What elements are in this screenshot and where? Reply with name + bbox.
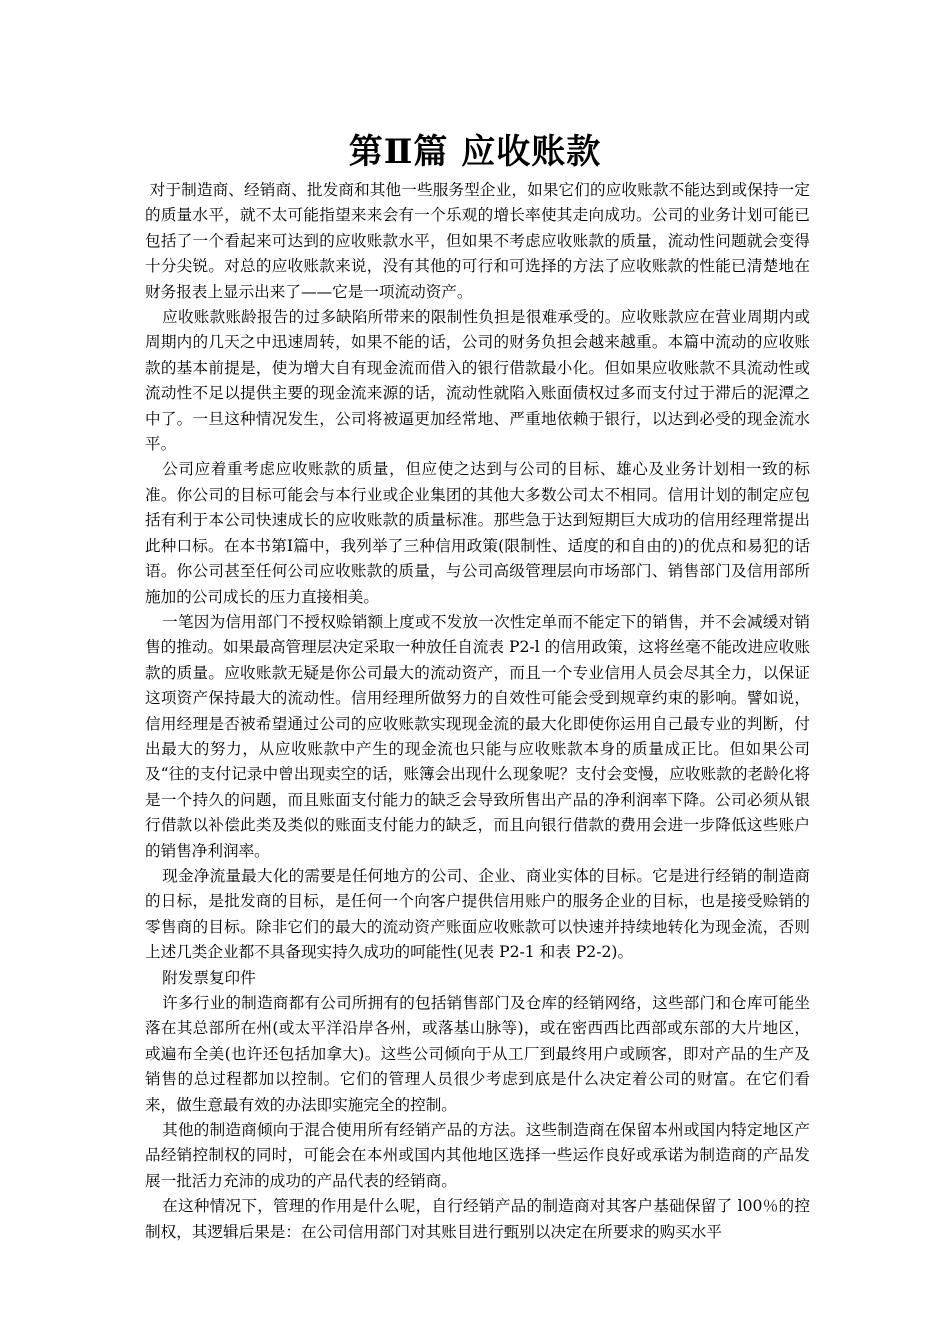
paragraph: 许多行业的制造商都有公司所拥有的包括销售部门及仓库的经销网络，这些部门和仓库可能坐落在其总部所在州(或太平洋沿岸各州，或落基山脉等)，或在密西西比西部或东部的大片地区，或遍布全美(也许还包括加拿大)。这些公司倾向于从工厂到最终用户或顾客，即对产品的生产及销售的总过程都加以控制。它们的管理人员很少考虑到底是什么决定着公司的财富。在它们看来，做生意最有效的办法即实施完全的控制。: [145, 994, 810, 1114]
paragraph: 其他的制造商倾向于混合使用所有经销产品的方法。这些制造商在保留本州或国内特定地区产品经销控制权的同时，可能会在本州或国内其他地区选择一些运作良好或承诺为制造商的产品发展一批活力充沛的成功的产品代表的经销商。: [145, 1121, 810, 1190]
paragraph: 现金净流量最大化的需要是任何地方的公司、企业、商业实体的目标。它是进行经销的制造商的日标，是批发商的目标，是任何一个向客户提供信用账户的服务企业的目标，也是接受赊销的零售商的目标。除非它们的最大的流动资产账面应收账款可以快速并持续地转化为现金流，否则上述几类企业都不具备现实持久成功的呵能性(见表 P2-1 和表 P2-2)。: [145, 866, 810, 962]
document-body: [145, 178, 810, 1245]
paragraph: 在这种情况下，管理的作用是什么呢，自行经销产品的制造商对其客户基础保留了 l00％的控制权，其逻辑后果是：在公司信用部门对其账目进行甄别以决定在所要求的购买水平: [145, 1197, 810, 1241]
paragraph: 对于制造商、经销商、批发商和其他一些服务型企业，如果它们的应收账款不能达到或保持一定的质量水平，就不太可能指望来来会有一个乐观的增长率使其走向成功。公司的业务计划可能已包括了一个看起来可达到的应收账款水平，但如果不考虑应收账款的质量，流动性问题就会变得十分尖锐。对总的应收账款来说，没有其他的可行和可选择的方法了应收账款的性能已清楚地在财务报表上显示出来了——它是一项流动资产。: [145, 181, 810, 301]
paragraph-heading: 附发票复印件: [162, 968, 256, 987]
paragraph: 应收账款账龄报告的过多缺陷所带来的限制性负担是很难承受的。应收账款应在营业周期内或周期内的几天之中迅速周转，如果不能的话，公司的财务负担会越来越重。本篇中流动的应收账款的基本前提是，使为增大自有现金流而借入的银行借款最小化。但如果应收账款不具流动性或流动性不足以提供主要的现金流来源的话，流动性就陷入账面债权过多而支付过于滞后的泥潭之中了。一旦这种情况发生，公司将被逼更加经常地、严重地依赖于银行，以达到必受的现金流水平。: [145, 308, 810, 454]
paragraph: 公司应着重考虑应收账款的质量，但应使之达到与公司的目标、雄心及业务计划相一致的标准。你公司的目标可能会与本行业或企业集团的其他大多数公司太不相同。信用计划的制定应包括有利于本公司快速成长的应收账款的质量标准。那些急于达到短期巨大成功的信用经理常提出此种口标。在本书第Ⅰ篇中，我列举了三种信用政策(限制性、适度的和自由的)的优点和易犯的话语。你公司甚至任何公司应收账款的质量，与公司高级管理层向市场部门、销售部门及信用部所施加的公司成长的压力直接相美。: [145, 460, 810, 606]
paragraph: 一笔因为信用部门不授权赊销额上度或不发放一次性定单而不能定下的销售，并不会减缓对销售的推动。如果最高管理层决定采取一种放任自流表 P2-l 的信用政策，这将丝毫不能改进应收账款的质量。应收账款无疑是你公司最大的流动资产，而且一个专业信用人员会尽其全力，以保证这项资产保持最大的流动性。信用经理所做努力的自效性可能会受到规章约束的影响。譬如说，信用经理是否被希望通过公司的应收账款实现现金流的最大化即使你运用自己最专业的判断，付出最大的努力，从应收账款中产生的现金流也只能与应收账款本身的质量成正比。但如果公司及“往的支付记录中曾出现卖空的话，账簿会出现什么现象呢？支付会变慢，应收账款的老龄化将是一个持久的问题，而且账面支付能力的缺乏会导致所售出产品的净利润率下降。公司必须从银行借款以补偿此类及类似的账面支付能力的缺乏，而且向银行借款的费用会进一步降低这些账户的销售净利润率。: [145, 612, 810, 860]
document-title: 第Ⅱ篇 应收账款: [348, 132, 602, 172]
